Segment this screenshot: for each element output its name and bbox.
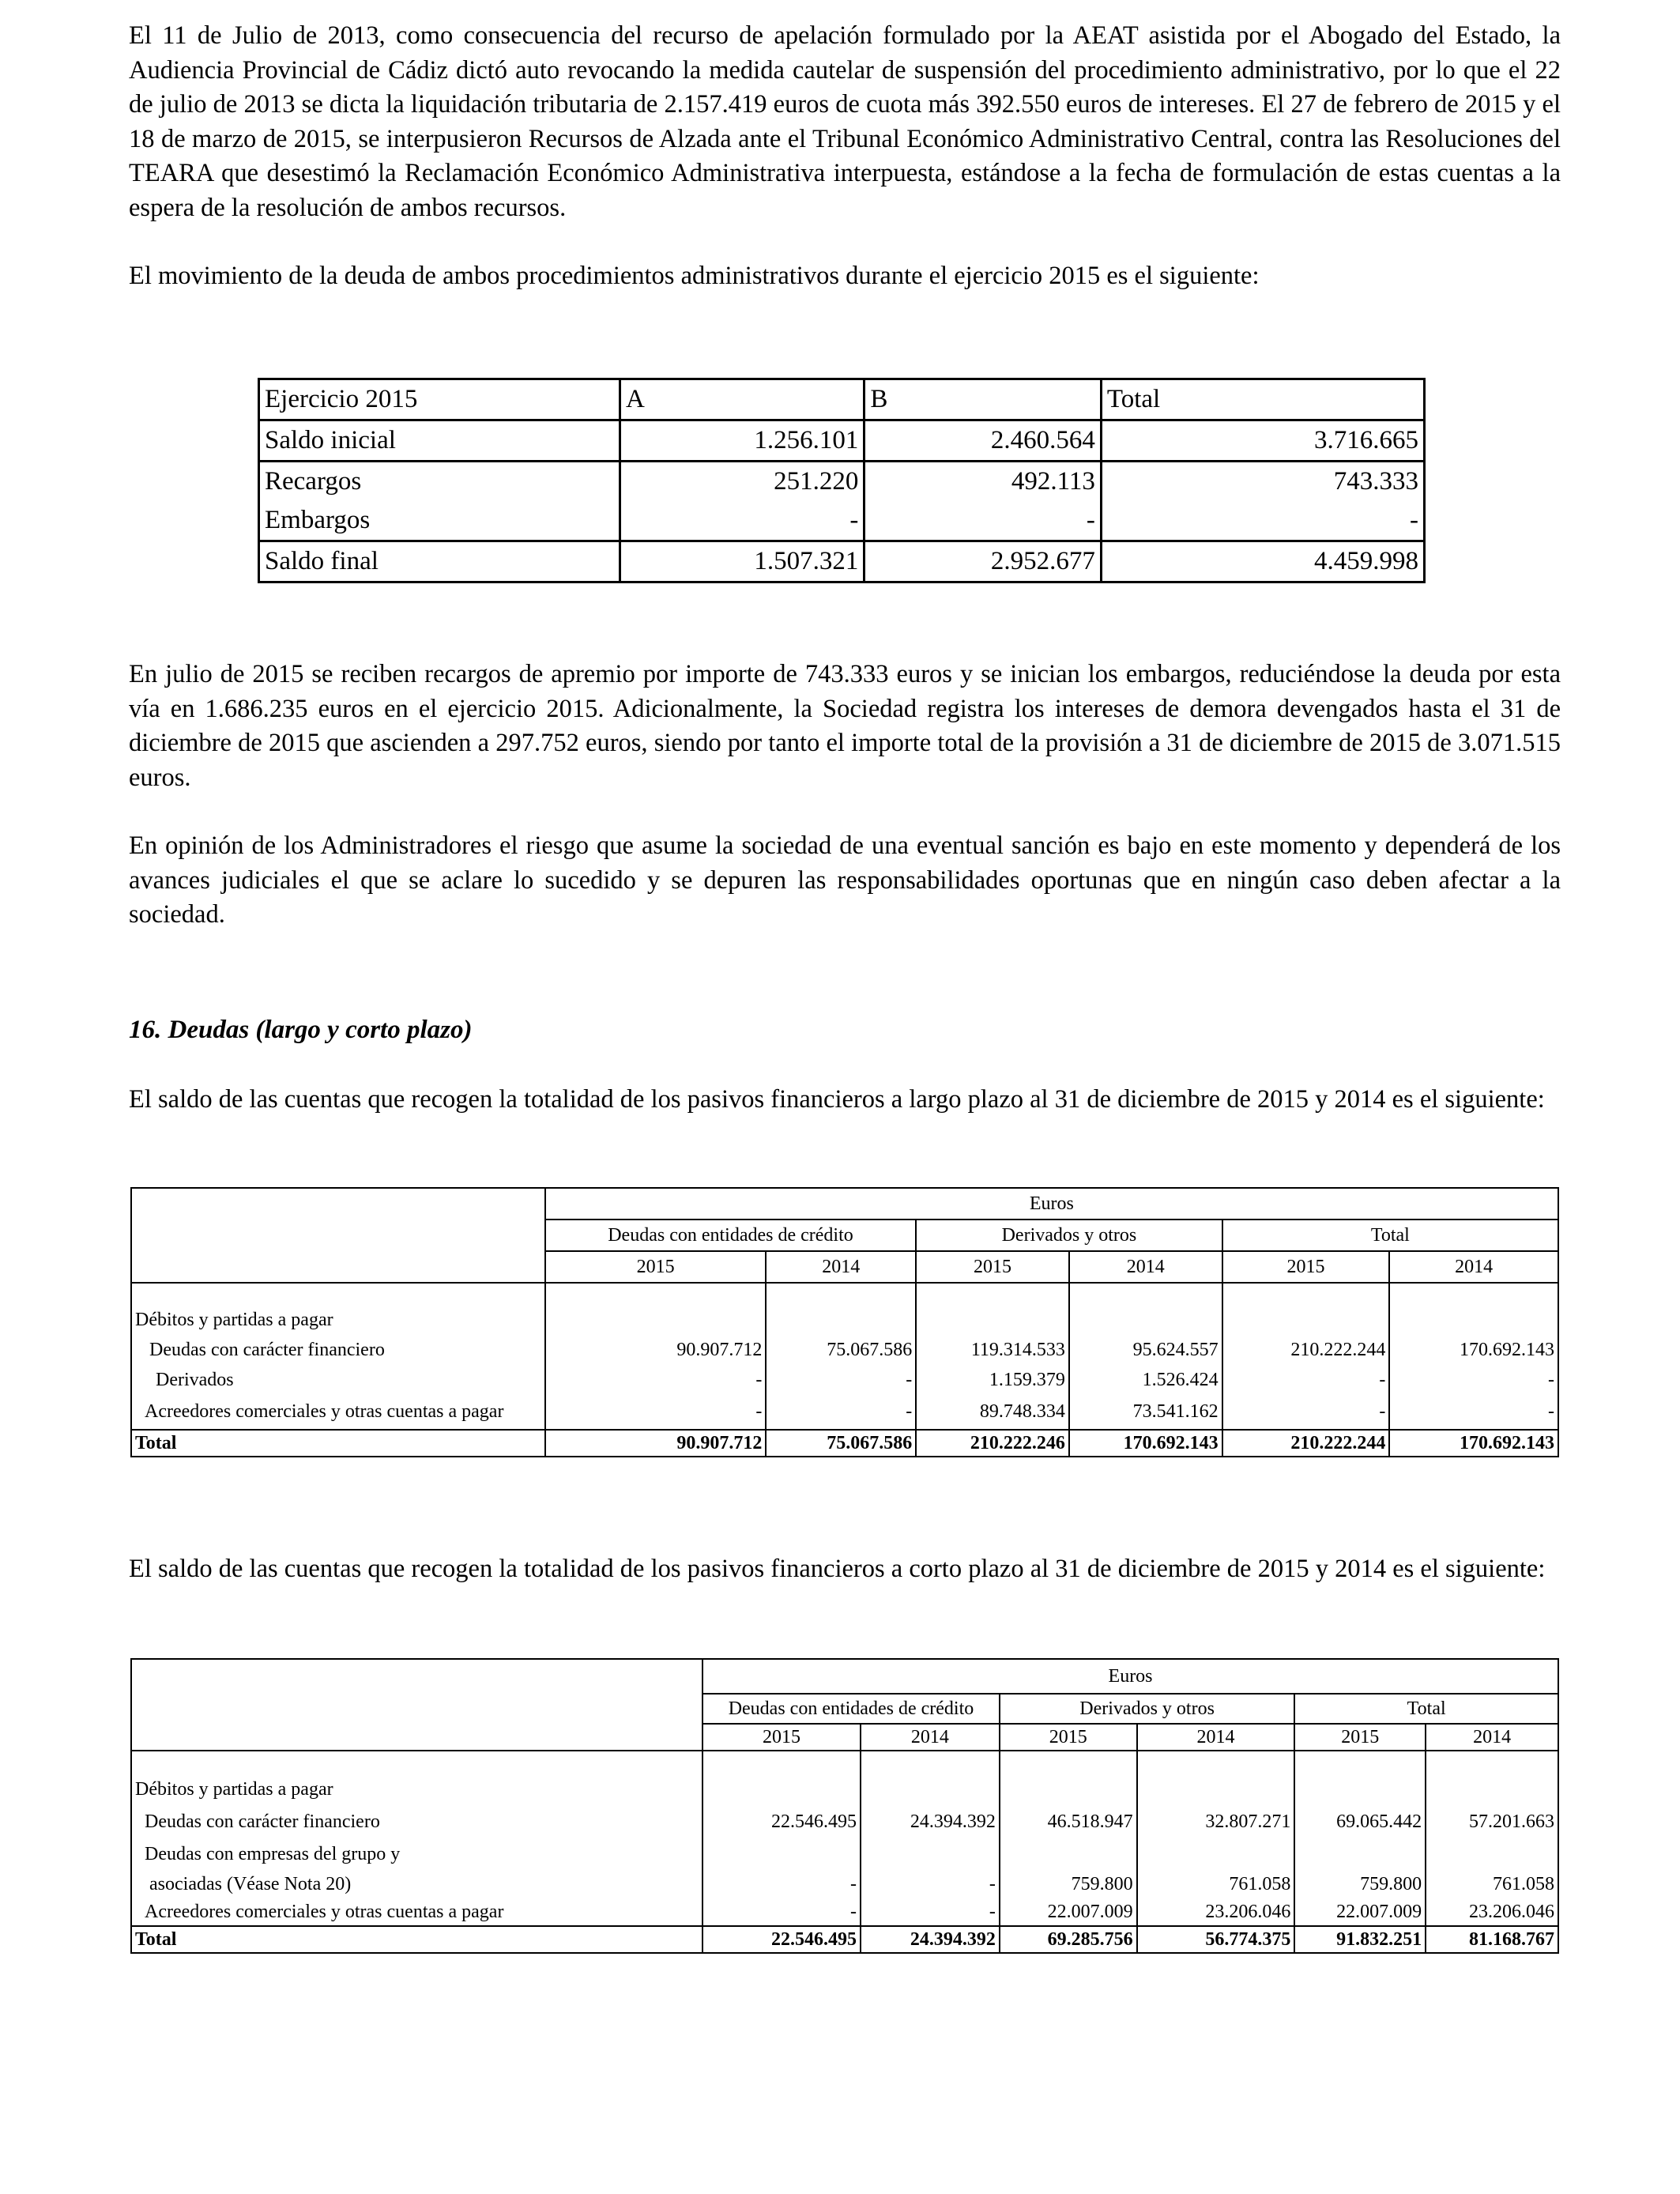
value-cell: 761.058 — [1426, 1869, 1558, 1899]
header-cell: Ejercicio 2015 — [259, 379, 620, 420]
value-cell: 1.507.321 — [620, 541, 864, 582]
table-row — [131, 1335, 1558, 1365]
value-cell: 22.546.495 — [703, 1804, 861, 1839]
blank-header — [131, 1659, 703, 1694]
empty-cell — [1222, 1305, 1390, 1335]
group-header: Derivados y otros — [1000, 1694, 1294, 1724]
group-header: Derivados y otros — [916, 1220, 1222, 1251]
total-value: 24.394.392 — [861, 1926, 1000, 1953]
paragraph-long-term: El saldo de las cuentas que recogen la totalidad de los pasivos financieros a largo plazo al 31 de diciembre de 2015 y 2014 es el siguiente: — [129, 1085, 1545, 1114]
table-row — [131, 1774, 1558, 1804]
empty-cell — [916, 1305, 1069, 1335]
value-cell: - — [861, 1899, 1000, 1926]
group-header: Total — [1222, 1220, 1558, 1251]
euros-header: Euros — [703, 1659, 1558, 1694]
table-row — [131, 1869, 1558, 1899]
year-header: 2015 — [1294, 1724, 1426, 1751]
empty-cell — [766, 1305, 916, 1335]
row-label: Saldo final — [259, 541, 620, 582]
spacer-cell — [1389, 1283, 1558, 1305]
group-header: Total — [1294, 1694, 1558, 1724]
empty-cell — [1137, 1774, 1295, 1804]
value-cell — [1137, 1839, 1295, 1869]
table-header-row — [131, 1724, 1558, 1751]
value-cell: 95.624.557 — [1069, 1335, 1222, 1365]
value-cell: - — [861, 1869, 1000, 1899]
paragraph-appeal: El 11 de Julio de 2013, como consecuencia del recurso de apelación formulado por la AEAT asistida por el Abogado del Estado, la Audiencia Provincial de Cádiz dictó auto revocando la medida cautelar de suspensión del procedimiento administrativo, por lo que el 22 de julio de 2013 se dicta la liquidación tributaria de 2.157.419 euros de cuota más 392.550 euros de intereses. El 27 de febrero de 2015 y el 18 de marzo de 2015, se interpusieron Recursos de Alzada ante el Tribunal Económico Administrativo Central, contra las Resoluciones del TEARA que desestimó la Reclamación Económico Administrativa interpuesta, estándose a la fecha de formulación de estas cuentas a la espera de la resolución de ambos recursos. — [129, 21, 1561, 222]
value-cell: 2.952.677 — [864, 541, 1101, 582]
value-cell: - — [1389, 1395, 1558, 1430]
year-header: 2015 — [916, 1251, 1069, 1283]
spacer-row — [131, 1751, 1558, 1774]
table-row — [131, 1395, 1558, 1430]
value-cell: - — [620, 501, 864, 541]
value-cell: 743.333 — [1101, 462, 1424, 502]
empty-cell — [703, 1774, 861, 1804]
debt-movement-table — [258, 378, 1426, 583]
total-value: 56.774.375 — [1137, 1926, 1295, 1953]
section-label: Débitos y partidas a pagar — [131, 1774, 703, 1804]
row-label: Deudas con carácter financiero — [131, 1804, 703, 1839]
value-cell: - — [864, 501, 1101, 541]
year-header: 2014 — [1137, 1724, 1295, 1751]
table-row — [131, 1365, 1558, 1395]
paragraph-debt-movement: El movimiento de la deuda de ambos procedimientos administrativos durante el ejercicio 2015 es el siguiente: — [129, 262, 1260, 290]
value-cell: 23.206.046 — [1137, 1899, 1295, 1926]
table-header-row — [131, 1220, 1558, 1251]
blank-header — [131, 1251, 545, 1283]
euros-header: Euros — [545, 1188, 1558, 1220]
value-cell: 24.394.392 — [861, 1804, 1000, 1839]
value-cell: 1.159.379 — [916, 1365, 1069, 1395]
table-row — [259, 501, 1425, 541]
empty-cell — [1294, 1774, 1426, 1804]
value-cell: - — [545, 1395, 767, 1430]
table-row — [259, 541, 1425, 582]
value-cell: 1.256.101 — [620, 420, 864, 462]
blank-header — [131, 1188, 545, 1220]
blank-header — [131, 1724, 703, 1751]
empty-cell — [545, 1305, 767, 1335]
value-cell: 23.206.046 — [1426, 1899, 1558, 1926]
empty-cell — [1426, 1774, 1558, 1804]
section-label: Débitos y partidas a pagar — [131, 1305, 545, 1335]
spacer-cell — [1137, 1751, 1295, 1774]
spacer-cell — [916, 1283, 1069, 1305]
year-header: 2015 — [703, 1724, 861, 1751]
spacer-cell — [545, 1283, 767, 1305]
value-cell: 32.807.271 — [1137, 1804, 1295, 1839]
blank-header — [131, 1694, 703, 1724]
spacer-cell — [766, 1283, 916, 1305]
total-row — [131, 1926, 1558, 1953]
spacer-row — [131, 1283, 1558, 1305]
value-cell: 2.460.564 — [864, 420, 1101, 462]
total-value: 81.168.767 — [1426, 1926, 1558, 1953]
paragraph-surcharges: En julio de 2015 se reciben recargos de apremio por importe de 743.333 euros y se inician los embargos, reduciéndose la deuda por esta vía en 1.686.235 euros en el ejercicio 2015. Adicionalmente, la Sociedad registra los intereses de demora devengados hasta el 31 de diciembre de 2015 que ascienden a 297.752 euros, siendo por tanto el importe total de la provisión a 31 de diciembre de 2015 de 3.071.515 euros. — [129, 660, 1561, 792]
total-value: 170.692.143 — [1069, 1430, 1222, 1457]
spacer-cell — [703, 1751, 861, 1774]
short-term-liabilities-table — [130, 1658, 1559, 1954]
value-cell: 170.692.143 — [1389, 1335, 1558, 1365]
total-value: 69.285.756 — [1000, 1926, 1137, 1953]
paragraph-directors-opinion: En opinión de los Administradores el riesgo que asume la sociedad de una eventual sanción es bajo en este momento y dependerá de los avances judiciales el que se aclare lo sucedido y se depuren las responsabilidades oportunas que en ningún caso deben afectar a la sociedad. — [129, 831, 1561, 929]
value-cell — [1000, 1839, 1137, 1869]
paragraph-long-term-wrap — [129, 1083, 1561, 1118]
row-label: Recargos — [259, 462, 620, 502]
table-row — [131, 1899, 1558, 1926]
year-header: 2015 — [545, 1251, 767, 1283]
value-cell: 69.065.442 — [1294, 1804, 1426, 1839]
value-cell: 1.526.424 — [1069, 1365, 1222, 1395]
value-cell: - — [1222, 1395, 1390, 1430]
table-row — [131, 1839, 1558, 1869]
year-header: 2014 — [766, 1251, 916, 1283]
row-label: Saldo inicial — [259, 420, 620, 462]
row-label: Derivados — [131, 1365, 545, 1395]
header-cell: B — [864, 379, 1101, 420]
document-page — [129, 19, 1561, 294]
value-cell: 761.058 — [1137, 1869, 1295, 1899]
value-cell: - — [766, 1395, 916, 1430]
value-cell: - — [1222, 1365, 1390, 1395]
document-page-continued — [129, 658, 1561, 933]
row-label: Acreedores comerciales y otras cuentas a pagar — [131, 1899, 703, 1926]
value-cell: 22.007.009 — [1000, 1899, 1137, 1926]
value-cell: 492.113 — [864, 462, 1101, 502]
value-cell: - — [703, 1899, 861, 1926]
value-cell: 46.518.947 — [1000, 1804, 1137, 1839]
empty-cell — [861, 1774, 1000, 1804]
value-cell: - — [1101, 501, 1424, 541]
total-label: Total — [131, 1926, 703, 1953]
paragraph-short-term: El saldo de las cuentas que recogen la totalidad de los pasivos financieros a corto plazo al 31 de diciembre de 2015 y 2014 es el siguiente: — [129, 1555, 1546, 1583]
table-row — [259, 420, 1425, 462]
long-term-liabilities-table — [130, 1187, 1559, 1457]
value-cell: 3.716.665 — [1101, 420, 1424, 462]
table-row — [259, 462, 1425, 502]
spacer-cell — [1069, 1283, 1222, 1305]
year-header: 2015 — [1222, 1251, 1390, 1283]
total-value: 210.222.244 — [1222, 1430, 1390, 1457]
total-value: 210.222.246 — [916, 1430, 1069, 1457]
spacer-cell — [1222, 1283, 1390, 1305]
year-header: 2014 — [861, 1724, 1000, 1751]
total-value: 75.067.586 — [766, 1430, 916, 1457]
value-cell: 22.007.009 — [1294, 1899, 1426, 1926]
year-header: 2014 — [1389, 1251, 1558, 1283]
section-heading: 16. Deudas (largo y corto plazo) — [129, 1016, 473, 1044]
paragraph-short-term-wrap — [129, 1552, 1561, 1587]
value-cell: - — [703, 1869, 861, 1899]
spacer-cell — [1426, 1751, 1558, 1774]
value-cell: 759.800 — [1294, 1869, 1426, 1899]
value-cell: 75.067.586 — [766, 1335, 916, 1365]
table-header-row — [131, 1694, 1558, 1724]
row-label: Acreedores comerciales y otras cuentas a pagar — [131, 1395, 545, 1430]
value-cell — [861, 1839, 1000, 1869]
value-cell: 251.220 — [620, 462, 864, 502]
total-row — [131, 1430, 1558, 1457]
table-row — [131, 1305, 1558, 1335]
value-cell: 759.800 — [1000, 1869, 1137, 1899]
value-cell: 210.222.244 — [1222, 1335, 1390, 1365]
group-header: Deudas con entidades de crédito — [545, 1220, 916, 1251]
row-label: Embargos — [259, 501, 620, 541]
table-row — [131, 1804, 1558, 1839]
row-label: Deudas con empresas del grupo y — [131, 1839, 703, 1869]
row-label: Deudas con carácter financiero — [131, 1335, 545, 1365]
table-header-row — [131, 1251, 1558, 1283]
table-header-row — [259, 379, 1425, 420]
empty-cell — [1389, 1305, 1558, 1335]
value-cell: 119.314.533 — [916, 1335, 1069, 1365]
total-value: 22.546.495 — [703, 1926, 861, 1953]
spacer-cell — [1000, 1751, 1137, 1774]
spacer-cell — [131, 1751, 703, 1774]
year-header: 2014 — [1069, 1251, 1222, 1283]
value-cell: - — [545, 1365, 767, 1395]
year-header: 2015 — [1000, 1724, 1137, 1751]
value-cell: 89.748.334 — [916, 1395, 1069, 1430]
value-cell — [703, 1839, 861, 1869]
value-cell: 90.907.712 — [545, 1335, 767, 1365]
row-label: asociadas (Véase Nota 20) — [131, 1869, 703, 1899]
spacer-cell — [131, 1283, 545, 1305]
year-header: 2014 — [1426, 1724, 1558, 1751]
value-cell — [1426, 1839, 1558, 1869]
value-cell: 73.541.162 — [1069, 1395, 1222, 1430]
total-value: 170.692.143 — [1389, 1430, 1558, 1457]
value-cell — [1294, 1839, 1426, 1869]
total-label: Total — [131, 1430, 545, 1457]
table-header-row — [131, 1659, 1558, 1694]
value-cell: 4.459.998 — [1101, 541, 1424, 582]
spacer-cell — [861, 1751, 1000, 1774]
empty-cell — [1069, 1305, 1222, 1335]
header-cell: A — [620, 379, 864, 420]
table-header-row — [131, 1188, 1558, 1220]
total-value: 90.907.712 — [545, 1430, 767, 1457]
empty-cell — [1000, 1774, 1137, 1804]
value-cell: 57.201.663 — [1426, 1804, 1558, 1839]
blank-header — [131, 1220, 545, 1251]
value-cell: - — [766, 1365, 916, 1395]
group-header: Deudas con entidades de crédito — [703, 1694, 1000, 1724]
spacer-cell — [1294, 1751, 1426, 1774]
value-cell: - — [1389, 1365, 1558, 1395]
header-cell: Total — [1101, 379, 1424, 420]
total-value: 91.832.251 — [1294, 1926, 1426, 1953]
